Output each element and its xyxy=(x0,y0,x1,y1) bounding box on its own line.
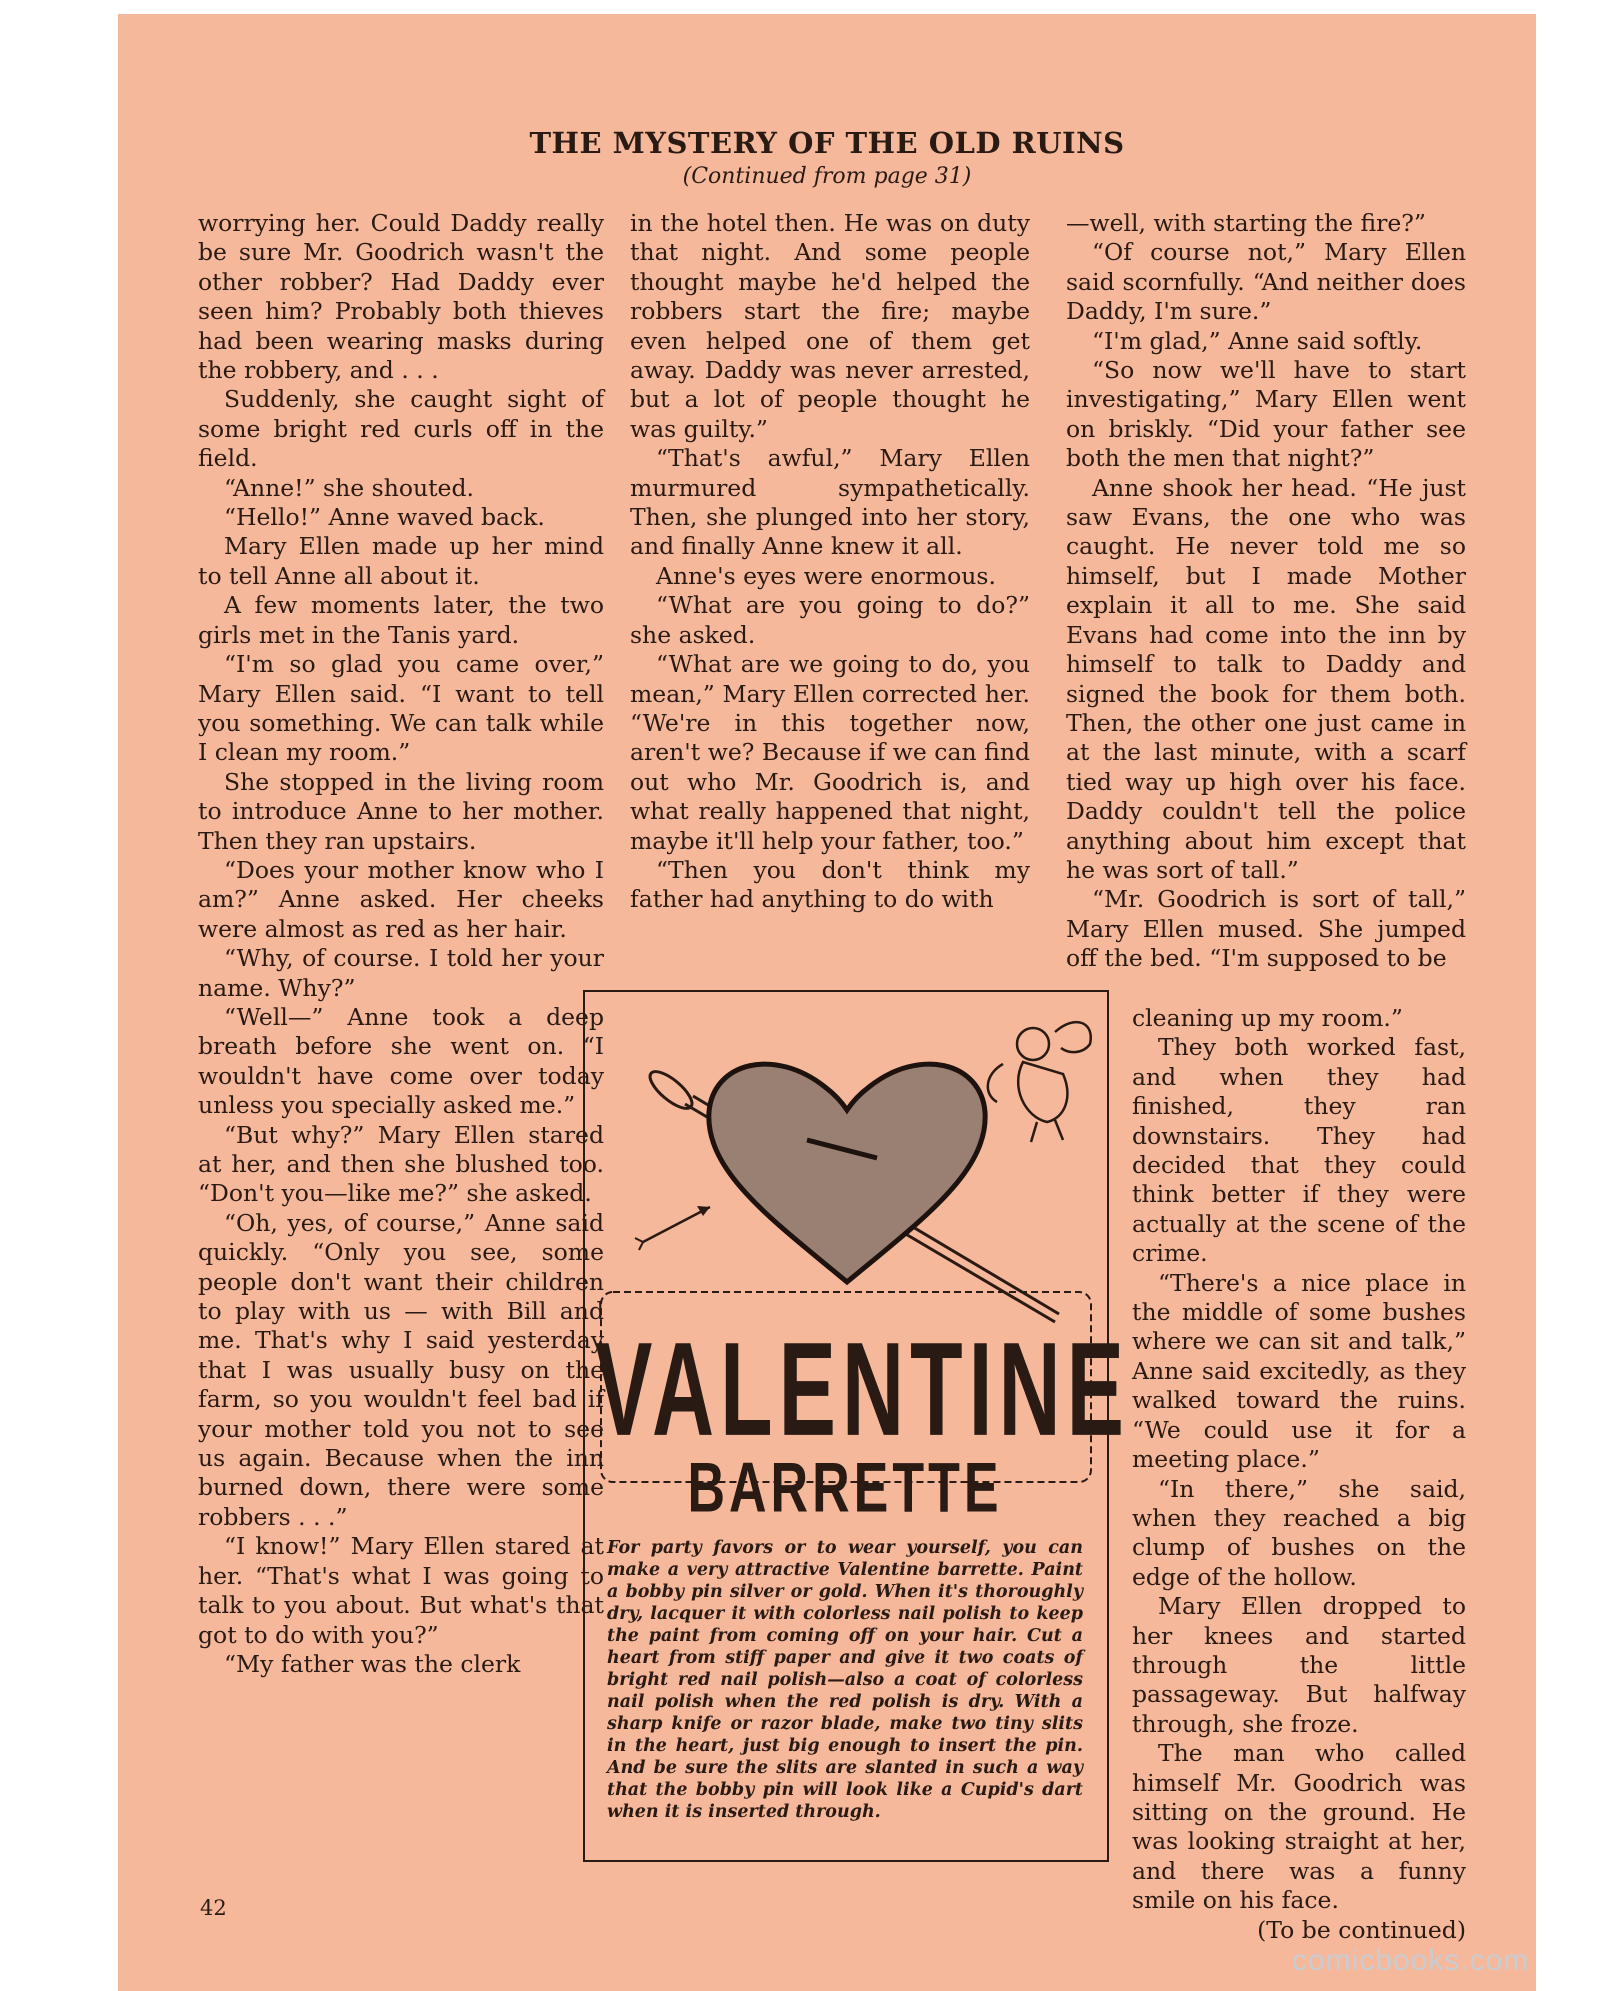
paragraph: “That's awful,” Mary Ellen murmured sympathetically. Then, she plunged into her story, and finally Anne knew it all. xyxy=(630,444,1030,561)
paragraph: A few moments later, the two girls met in the Tanis yard. xyxy=(198,591,604,649)
paragraph: “I'm glad,” Anne said softly. xyxy=(1092,326,1423,355)
ad-headline: VALENTINE xyxy=(595,1315,1130,1465)
paragraph: “Then you don't think my father had anything to do with xyxy=(630,855,1030,914)
paragraph: Anne's eyes were enormous. xyxy=(656,561,996,590)
paragraph: “Mr. Goodrich is sort of tall,” Mary Ellen mused. She jumped off the bed. “I'm supposed to be xyxy=(1066,885,1466,973)
paragraph: “Why, of course. I told her your name. Why?” xyxy=(198,944,604,1002)
paragraph: “Of course not,” Mary Ellen said scornfully. “And neither does Daddy, I'm sure.” xyxy=(1066,238,1466,326)
paragraph: in the hotel then. He was on duty that night. And some people thought maybe he'd helped the robbers start the fire; maybe even helped one of them get away. Daddy was never arrested, but a lot of people thought he was guilty.” xyxy=(630,209,1030,443)
arrow-icon xyxy=(635,1206,710,1250)
paragraph: “Hello!” Anne waved back. xyxy=(224,503,545,532)
column-2 xyxy=(630,209,1030,915)
ad-subhead: BARRETTE xyxy=(687,1449,1003,1528)
paragraph: Mary Ellen made up her mind to tell Anne all about it. xyxy=(198,532,604,590)
page-number: 42 xyxy=(200,1896,227,1920)
paragraph: cleaning up my room.” xyxy=(1132,1004,1403,1032)
paragraph: “In there,” she said, when they reached a big clump of bushes on the edge of the hollow. xyxy=(1132,1474,1466,1591)
magazine-page xyxy=(118,14,1536,1991)
column-3-top xyxy=(1066,209,1466,974)
valentine-barrette-box xyxy=(583,990,1130,1862)
article-title: THE MYSTERY OF THE OLD RUINS xyxy=(529,126,1125,160)
paragraph: Mary Ellen dropped to her knees and started through the little passageway. But halfway through, she froze. xyxy=(1132,1592,1466,1738)
paragraph: “Oh, yes, of course,” Anne said quickly. “Only you see, some people don't want their children to play with us — with Bill and me. That's why I said yesterday that I was usually busy on the farm, so you wouldn't feel bad if your mother told you not to see us again. Because when the inn burned down, there were some robbers . . .” xyxy=(198,1208,604,1531)
paragraph: —well, with starting the fire?” xyxy=(1066,209,1426,237)
column-3-bottom xyxy=(1132,1004,1466,1945)
paragraph: “Well—” Anne took a deep breath before she went on. “I wouldn't have come over today unless you specially asked me.” xyxy=(198,1002,604,1120)
paragraph: “What are you going to do?” she asked. xyxy=(630,591,1030,649)
paragraph: “Does your mother know who I am?” Anne asked. Her cheeks were almost as red as her hair. xyxy=(198,855,604,943)
paragraph: The man who called himself Mr. Goodrich was sitting on the ground. He was looking straight at her, and there was a funny smile on his face. xyxy=(1132,1739,1466,1915)
paragraph: “Anne!” she shouted. xyxy=(224,473,474,502)
paragraph: “I'm so glad you came over,” Mary Ellen said. “I want to tell you something. We can talk while I clean my room.” xyxy=(198,650,604,767)
watermark: comicbooks.com xyxy=(1292,1944,1530,1977)
paragraph: “My father was the clerk xyxy=(224,1649,521,1678)
paragraph: They both worked fast, and when they had finished, they ran downstairs. They had decided that they could think better if they were actually at the scene of the crime. xyxy=(1132,1033,1466,1268)
paragraph: Anne shook her head. “He just saw Evans, the one who was caught. He never told me so himself, but I made Mother explain it all to me. She said Evans had come into the inn by himself to talk to Daddy and signed the book for them both. Then, the other one just came in at the last minute, with a scarf tied way up high over his face. Daddy couldn't tell the police anything about him except that he was sort of tall.” xyxy=(1066,473,1466,884)
paragraph: “There's a nice place in the middle of some bushes where we can sit and talk,” Anne said excitedly, as they walked toward the ruins. “We could use it for a meeting place.” xyxy=(1132,1268,1466,1474)
paragraph: worrying her. Could Daddy really be sure Mr. Goodrich wasn't the other robber? Had Daddy ever seen him? Probably both thieves had been wearing masks during the robbery, and . . . xyxy=(198,209,604,385)
cupid-icon xyxy=(988,1022,1091,1142)
heart-icon xyxy=(709,1064,985,1282)
paragraph: “But why?” Mary Ellen stared at her, and then she blushed too. “Don't you—like me?” she asked. xyxy=(198,1120,604,1208)
article-subtitle: (Continued from page 31) xyxy=(682,164,972,189)
to-be-continued: (To be continued) xyxy=(1257,1915,1466,1944)
paragraph: “What are we going to do, you mean,” Mary Ellen corrected her. “We're in this together now, aren't we? Because if we can find out who Mr. Goodrich is, and what really happened that night, maybe it'll help your father, too.” xyxy=(630,650,1030,855)
paragraph: She stopped in the living room to introduce Anne to her mother. Then they ran upstairs. xyxy=(198,767,604,855)
ad-instructions: For party favors or to wear yourself, you can make a very attractive Valentine barrette. Paint a bobby pin silver or gold. When it's thoroughly dry, lacquer it with colorless nail polish to keep the paint from coming off on your hair. Cut a heart from stiff paper and give it two coats of bright red nail polish—also a coat of colorless nail polish when the red polish is dry. With a sharp knife or razor blade, make two tiny slits in the heart, just big enough to insert the pin. And be sure the slits are slanted in such a way that the bobby pin will look like a Cupid's dart when it is inserted through. xyxy=(607,1538,1083,1822)
paragraph: “I know!” Mary Ellen stared at her. “That's what I was going to talk to you about. But what's that got to do with you?” xyxy=(198,1532,604,1649)
paragraph: Suddenly, she caught sight of some bright red curls off in the field. xyxy=(198,385,604,473)
paragraph: “So now we'll have to start investigating,” Mary Ellen went on briskly. “Did your father see both the men that night?” xyxy=(1066,356,1466,473)
column-1 xyxy=(198,209,604,1679)
